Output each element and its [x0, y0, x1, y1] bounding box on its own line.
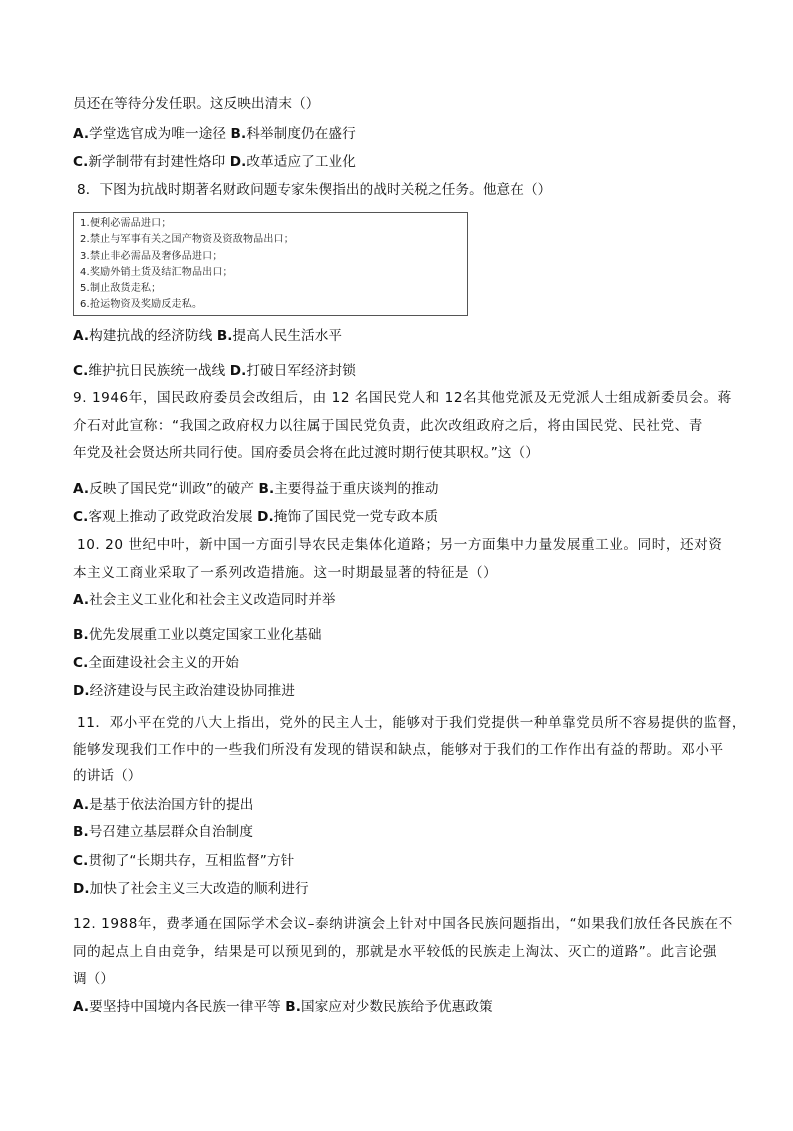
q11-option-a — [73, 795, 723, 815]
option-letter: C. — [73, 655, 89, 671]
q10-stem-2: 本主义工商业采取了一系列改造措施。这一时期最显著的特征是（） — [73, 565, 498, 581]
q9-options-ab — [73, 479, 723, 499]
q8-options-ab — [73, 326, 723, 346]
box-line: 1.便利必需品进口； — [80, 218, 172, 229]
q12-stem-1: 12. 1988年，费孝通在国际学术会议–泰纳讲演会上针对中国各民族问题指出，“如果我们放任各民族在不 — [73, 916, 733, 932]
q10-option-b — [73, 625, 723, 645]
option-text: 优先发展重工业以奠定国家工业化基础 — [88, 627, 322, 643]
option-text: 打破日军经济封锁 — [246, 363, 356, 379]
box-line: 6.抢运物资及奖励反走私。 — [80, 299, 203, 311]
option-text: 主要得益于重庆谈判的推动 — [274, 481, 439, 497]
option-text: 国家应对少数民族给予优惠政策 — [301, 999, 493, 1015]
option-text: 全面建设社会主义的开始 — [88, 655, 239, 671]
option-letter: C. — [73, 509, 89, 525]
box-line: 4.奖励外销土货及结汇物品出口； — [80, 266, 233, 278]
option-letter: D. — [73, 881, 90, 897]
q10-option-a — [73, 590, 723, 610]
option-text: 贯彻了“长期共存，互相监督”方针 — [88, 853, 295, 869]
option-text: 加快了社会主义三大改造的顺利进行 — [89, 881, 309, 897]
option-text: 新学制带有封建性烙印 — [88, 154, 226, 170]
option-text: 掩饰了国民党一党专政本质 — [273, 509, 439, 525]
option-letter: C. — [73, 853, 89, 869]
q12-stem-3: 调（） — [73, 971, 115, 987]
q9-stem-3: 年党及社会贤达所共同行使。国府委员会将在此过渡时期行使其职权。”这（） — [73, 445, 539, 461]
q8-options-cd — [73, 361, 723, 381]
option-letter: B. — [216, 328, 233, 344]
q10-stem-1: 10. 20 世纪中叶，新中国一方面引导农民走集体化道路；另一方面集中力量发展重工业。同时，还对资 — [77, 537, 723, 553]
option-letter: A. — [73, 126, 90, 142]
option-letter: D. — [229, 154, 247, 170]
q10-option-c — [73, 653, 723, 673]
option-letter: A. — [73, 999, 90, 1015]
box-line: 2.禁止与军事有关之国产物资及资敌物品出口； — [80, 234, 294, 246]
option-text: 构建抗战的经济防线 — [89, 328, 213, 344]
q12-stem-2: 同的起点上自由竞争，结果是可以预见到的，那就是水平较低的民族走上淘汰、灭亡的道路”。此言论强 — [73, 944, 718, 960]
q7-options-ab — [73, 124, 723, 144]
option-letter: A. — [73, 592, 90, 608]
option-text: 改革适应了工业化 — [246, 154, 356, 170]
q10-option-d — [73, 681, 723, 701]
option-text: 学堂选官成为唯一途径 — [89, 126, 227, 142]
option-text: 是基于依法治国方针的提出 — [89, 797, 254, 813]
option-letter: A. — [73, 328, 90, 344]
q11-option-b — [73, 822, 723, 842]
option-letter: D. — [73, 683, 90, 699]
q9-options-cd — [73, 507, 723, 527]
q12-options-ab — [73, 997, 723, 1017]
option-letter: B. — [230, 126, 247, 142]
q11-option-d — [73, 879, 723, 899]
option-letter: C. — [73, 154, 89, 170]
q11-stem-2: 能够发现我们工作中的一些我们所没有发现的错误和缺点，能够对于我们的工作作出有益的帮助。邓小平 — [73, 742, 724, 758]
box-line: 5.制止敌货走私； — [80, 283, 162, 295]
q9-stem-1: 9. 1946年，国民政府委员会改组后，由 12 名国民党人和 12名其他党派及无党派人士组成新委员会。蒋 — [73, 390, 732, 406]
option-letter: D. — [229, 363, 247, 379]
q9-stem-2: 介石对此宣称：“我国之政府权力以往属于国民党负责，此次改组政府之后，将由国民党、民社党、青 — [73, 418, 703, 434]
option-text: 社会主义工业化和社会主义改造同时并举 — [89, 592, 336, 608]
option-text: 经济建设与民主政治建设协同推进 — [89, 683, 296, 699]
option-letter: C. — [73, 363, 89, 379]
q11-option-c — [73, 851, 723, 871]
option-letter: B. — [285, 999, 302, 1015]
q11-stem-3: 的讲话（） — [73, 768, 142, 784]
q8-stem: 8．下图为抗战时期著名财政问题专家朱偰指出的战时关税之任务。他意在（） — [77, 182, 552, 198]
option-letter: B. — [73, 627, 89, 643]
option-letter: A. — [73, 797, 90, 813]
option-text: 维护抗日民族统一战线 — [88, 363, 226, 379]
q8-tariff-task-box — [73, 212, 468, 316]
option-text: 要坚持中国境内各民族一律平等 — [89, 999, 281, 1015]
q11-stem-1: 11．邓小平在党的八大上指出，党外的民主人士，能够对于我们党提供一种单靠党员所不容易提供的监督， — [77, 715, 747, 731]
option-letter: B. — [258, 481, 275, 497]
option-text: 提高人民生活水平 — [232, 328, 343, 344]
box-line: 3.禁止非必需品及奢侈品进口； — [80, 250, 223, 262]
q7-stem-tail: 员还在等待分发任职。这反映出清末（） — [73, 96, 320, 112]
option-letter: D. — [257, 509, 274, 525]
option-text: 反映了国民党“训政”的破产 — [89, 481, 255, 497]
option-letter: B. — [73, 824, 89, 840]
option-text: 客观上推动了政党政治发展 — [88, 509, 253, 525]
option-text: 号召建立基层群众自治制度 — [88, 824, 254, 840]
option-letter: A. — [73, 481, 90, 497]
option-text: 科举制度仍在盛行 — [246, 126, 356, 142]
q7-options-cd — [73, 152, 723, 172]
